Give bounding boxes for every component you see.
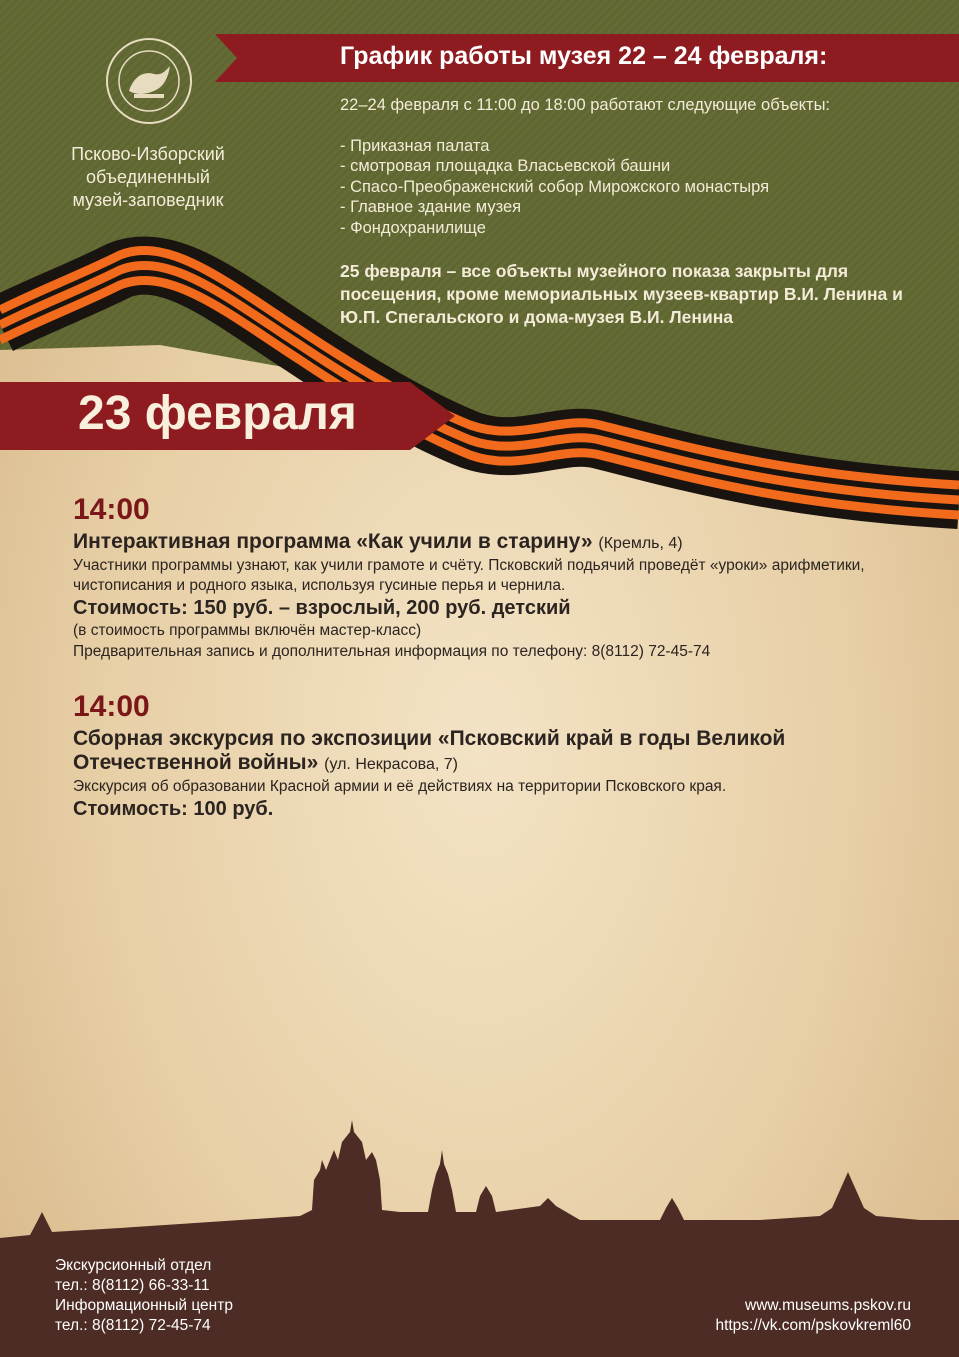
schedule-item: - смотровая площадка Власьевской башни [340, 157, 671, 175]
kremlin-skyline-icon [0, 1120, 959, 1250]
date-title: 23 февраля [78, 387, 357, 440]
footer-phone: тел.: 8(8112) 66-33-11 [55, 1277, 210, 1294]
event-booking: Предварительная запись и дополнительная информация по телефону: 8(8112) 72-45-74 [73, 643, 711, 660]
website-link[interactable]: www.museums.pskov.ru [745, 1297, 911, 1314]
organization-name [48, 143, 248, 212]
event-2 [73, 689, 903, 821]
event-time: 14:00 [73, 493, 150, 526]
event-note: (в стоимость программы включён мастер-класс) [73, 622, 422, 639]
schedule-heading: График работы музея 22 – 24 февраля: [340, 42, 828, 70]
event-price: Стоимость: 150 руб. – взрослый, 200 руб. детский [73, 597, 571, 619]
footer-phone: тел.: 8(8112) 72-45-74 [55, 1317, 211, 1334]
event-location: (Кремль, 4) [598, 535, 683, 552]
footer-dept: Экскурсионный отдел [55, 1257, 212, 1274]
org-line-1: Псково-Изборский [71, 144, 225, 164]
schedule-item: - Приказная палата [340, 136, 490, 155]
event-description: Участники программы узнают, как учили грамоте и счёту. Псковский подьячий проведёт «уроки» арифметики, чистописания и родного языка, используя гусиные перья и чернила. [73, 557, 865, 594]
event-price: Стоимость: 100 руб. [73, 798, 274, 820]
footer-contacts [55, 1256, 233, 1336]
event-title [73, 530, 903, 556]
schedule-item: - Главное здание музея [340, 198, 522, 216]
event-description: Экскурсия об образовании Красной армии и её действиях на территории Псковского края. [73, 778, 727, 795]
event-title-text: Сборная экскурсия по экспозиции «Псковский край в годы Великой Отечественной войны» [73, 727, 786, 774]
footer-dept: Информационный центр [55, 1297, 233, 1314]
org-line-3: музей-заповедник [72, 190, 224, 210]
closure-notice: 25 февраля – все объекты музейного показа закрыты для посещения, кроме мемориальных музеев-квартир В.И. Ленина и Ю.П. Спегальского и дома-музея В.И. Ленина [340, 261, 903, 327]
org-line-2: объединенный [86, 167, 210, 187]
schedule-intro: 22–24 февраля с 11:00 до 18:00 работают следующие объекты: [340, 96, 831, 114]
schedule-item: - Фондохранилище [340, 218, 486, 237]
event-time: 14:00 [73, 690, 150, 723]
event-title-text: Интерактивная программа «Как учили в старину» [73, 530, 593, 553]
museum-seal-icon [104, 36, 194, 126]
footer-links [715, 1296, 911, 1336]
event-1 [73, 492, 903, 662]
schedule-block [340, 95, 920, 329]
schedule-item: - Спасо-Преображенский собор Мирожского монастыря [340, 177, 770, 196]
event-title [73, 727, 903, 777]
vk-link[interactable]: https://vk.com/pskovkreml60 [715, 1317, 911, 1334]
event-location: (ул. Некрасова, 7) [324, 756, 458, 773]
